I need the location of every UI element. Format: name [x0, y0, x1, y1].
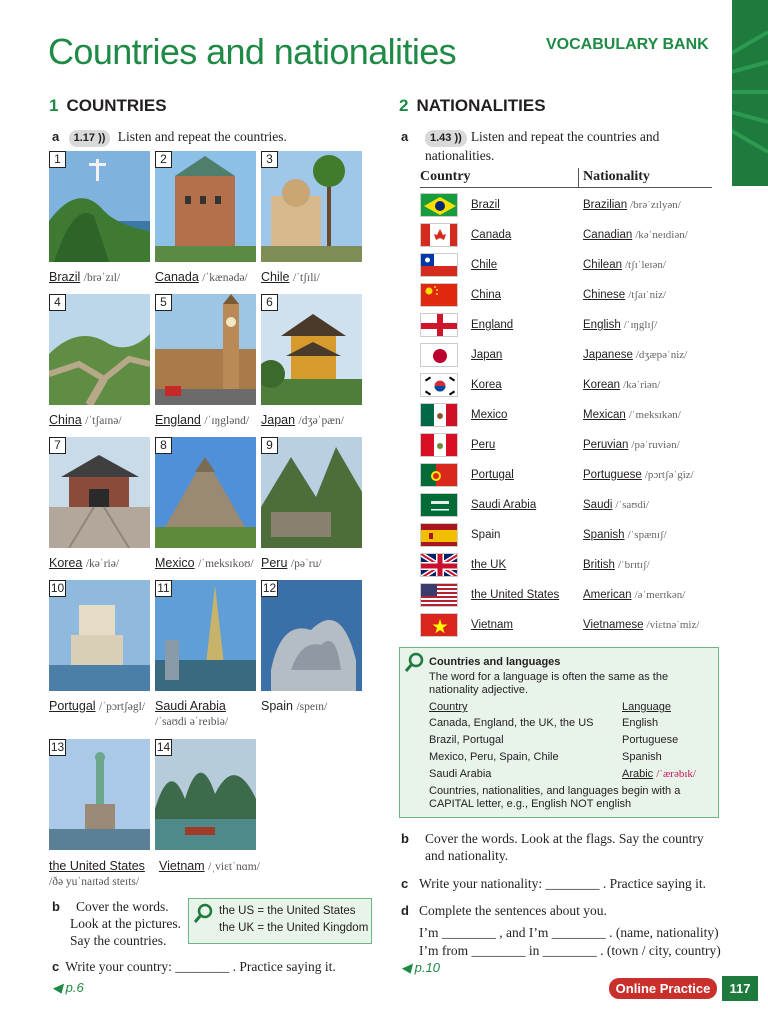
- table-nationality-cell: Mexican /ˈmeksɪkən/: [583, 409, 681, 421]
- task-text: Listen and repeat the countries and nationalities.: [425, 129, 660, 163]
- countries-and-languages-tip: [399, 647, 719, 818]
- task-letter: c: [401, 876, 409, 891]
- caption-brazil: Brazil /brəˈzɪl/: [49, 270, 121, 284]
- table-country-cell: Japan: [471, 349, 503, 361]
- photo-canada: 2: [155, 151, 256, 262]
- audio-track-badge[interactable]: 1.17 )): [69, 130, 111, 147]
- table-nationality-cell: English /ˈɪŋglɪʃ/: [583, 319, 658, 331]
- section-1-heading: [49, 96, 167, 116]
- note-line-2: the UK = the United Kingdom: [219, 922, 369, 934]
- table-nationality-cell: Peruvian /pəˈruviən/: [583, 439, 680, 451]
- page-title: Countries and nationalities: [48, 31, 457, 72]
- tip-row-language: Spanish: [622, 751, 662, 763]
- online-practice-button[interactable]: Online Practice: [609, 978, 717, 999]
- tip-header-country: Country: [429, 701, 468, 713]
- tip-header-language: Language: [622, 701, 671, 713]
- section-title: NATIONALITIES: [416, 96, 546, 115]
- flag-united-states: [420, 583, 458, 607]
- back-arrow-icon: ◀: [52, 980, 62, 995]
- table-nationality-cell: Chilean /tʃɪˈleɪən/: [583, 259, 666, 271]
- photo-china: 4: [49, 294, 150, 405]
- caption-portugal: Portugal /ˈpɔrtʃəgl/: [49, 699, 146, 713]
- flag-brazil: [420, 193, 458, 217]
- table-nationality-cell: Korean /kəˈriən/: [583, 379, 661, 391]
- photo-portugal: 10: [49, 580, 150, 691]
- table-nationality-cell: Brazilian /brəˈzɪlyən/: [583, 199, 681, 211]
- tip-row-country: Saudi Arabia: [429, 768, 492, 780]
- caption-canada: Canada /ˈkænədə/: [155, 270, 248, 284]
- photo-united-states: 13: [49, 739, 150, 850]
- table-country-cell: England: [471, 319, 514, 331]
- table-country-cell: Spain: [471, 529, 501, 541]
- task-letter: b: [52, 899, 60, 914]
- section-number: 2: [399, 96, 409, 115]
- table-country-cell: China: [471, 289, 502, 301]
- task-letter: b: [401, 831, 409, 846]
- flag-korea: [420, 373, 458, 397]
- task-text: Listen and repeat the countries.: [117, 129, 287, 144]
- tip-title: Countries and languages: [429, 656, 561, 668]
- table-country-cell: Chile: [471, 259, 498, 271]
- section-1-task-a: [52, 128, 352, 147]
- section-1-task-b: b Cover the words. Look at the pictures. Say the countries.: [52, 899, 181, 948]
- section-2-heading: [399, 96, 546, 116]
- photo-brazil: 1: [49, 151, 150, 262]
- flag-england: [420, 313, 458, 337]
- table-country-cell: Korea: [471, 379, 502, 391]
- column-divider: [578, 168, 579, 188]
- table-nationality-cell: Canadian /kəˈneɪdiən/: [583, 229, 688, 241]
- section-2-task-b: b Cover the words. Look at the flags. Say the country and nationality.: [401, 831, 704, 863]
- caption-england: England /ˈɪŋglənd/: [155, 413, 250, 427]
- tip-row-country: Mexico, Peru, Spain, Chile: [429, 751, 559, 763]
- flag-saudi-arabia: [420, 493, 458, 517]
- tip-row-language: Arabic /ˈærəbɪk/: [622, 768, 696, 780]
- magnifier-icon: [404, 652, 424, 674]
- task-letter: d: [401, 903, 409, 918]
- table-nationality-cell: Vietnamese /viɛtnəˈmiz/: [583, 619, 700, 631]
- table-country-cell: Brazil: [471, 199, 500, 211]
- table-nationality-cell: Saudi /ˈsaʊdi/: [583, 499, 649, 511]
- caption-peru: Peru /pəˈru/: [261, 556, 322, 570]
- table-nationality-cell: American /əˈmerɪkən/: [583, 589, 686, 601]
- section-number: 1: [49, 96, 59, 115]
- section-1-task-c: c Write your country: ________ . Practice saying it.: [52, 959, 336, 974]
- flag-mexico: [420, 403, 458, 427]
- flag-portugal: [420, 463, 458, 487]
- flag-japan: [420, 343, 458, 367]
- flag-canada: [420, 223, 458, 247]
- ipa-united-states: /ðə yuˈnaɪtəd steɪts/: [49, 876, 140, 888]
- caption-united-states: the United States: [49, 859, 145, 873]
- vocabulary-bank-label: VOCABULARY BANK: [546, 36, 709, 53]
- table-country-cell: Mexico: [471, 409, 508, 421]
- section-2-task-d: d Complete the sentences about you.: [401, 903, 607, 918]
- tip-footer: Countries, nationalities, and languages begin with a CAPITAL letter, e.g., English NOT english: [429, 785, 681, 810]
- ipa-saudi-arabia: /ˈsaʊdi əˈreɪbiə/: [155, 716, 229, 728]
- page-number: 117: [722, 976, 758, 1001]
- table-country-cell: Vietnam: [471, 619, 513, 631]
- section-title: COUNTRIES: [66, 96, 167, 115]
- table-country-cell: Saudi Arabia: [471, 499, 537, 511]
- table-nationality-cell: Japanese /dʒæpəˈniz/: [583, 349, 688, 361]
- table-country-cell: the UK: [471, 559, 507, 571]
- table-country-cell: Canada: [471, 229, 512, 241]
- flag-vietnam: [420, 613, 458, 637]
- tip-row-country: Brazil, Portugal: [429, 734, 504, 746]
- table-country-cell: Peru: [471, 439, 496, 451]
- back-arrow-icon: ◀: [401, 960, 411, 975]
- caption-china: China /ˈtʃaɪnə/: [49, 413, 122, 427]
- table-country-cell: Portugal: [471, 469, 514, 481]
- caption-saudi-arabia: Saudi Arabia: [155, 699, 226, 713]
- section-2-task-c: c Write your nationality: ________ . Practice saying it.: [401, 876, 707, 891]
- tip-intro: The word for a language is often the same as the nationality adjective.: [429, 671, 669, 696]
- photo-mexico: 8: [155, 437, 256, 548]
- abbreviation-note: [188, 898, 372, 944]
- table-nationality-cell: Chinese /tʃaɪˈniz/: [583, 289, 667, 301]
- photo-peru: 9: [261, 437, 362, 548]
- task-letter: c: [52, 959, 60, 974]
- sentence-line-2: I’m from ________ in ________ . (town / city, country): [419, 943, 721, 958]
- back-reference-link[interactable]: ◀ p.6: [52, 980, 84, 995]
- caption-vietnam: Vietnam /ˌviɛtˈnɑm/: [159, 859, 260, 873]
- note-line-1: the US = the United States: [219, 905, 356, 917]
- photo-saudi-arabia: 11: [155, 580, 256, 691]
- tip-row-language: English: [622, 717, 659, 729]
- photo-korea: 7: [49, 437, 150, 548]
- column-header-nationality: Nationality: [583, 169, 650, 184]
- audio-track-badge[interactable]: 1.43 )): [425, 130, 467, 147]
- tip-row-language: Portuguese: [622, 734, 679, 746]
- caption-chile: Chile /ˈtʃɪli/: [261, 270, 320, 284]
- task-letter: a: [52, 129, 60, 144]
- photo-chile: 3: [261, 151, 362, 262]
- corner-decoration: [732, 0, 768, 186]
- magnifier-icon: [193, 903, 213, 925]
- flag-spain: [420, 523, 458, 547]
- photo-japan: 6: [261, 294, 362, 405]
- tip-row-country: Canada, England, the UK, the US: [429, 717, 594, 729]
- back-reference-link[interactable]: ◀ p.10: [401, 960, 440, 975]
- task-letter: a: [401, 129, 409, 144]
- column-header-country: Country: [420, 169, 471, 184]
- caption-spain: Spain /speɪn/: [261, 699, 328, 713]
- table-country-cell: the United States: [471, 589, 560, 601]
- flag-united-kingdom: [420, 553, 458, 577]
- table-nationality-cell: Spanish /ˈspænɪʃ/: [583, 529, 667, 541]
- flag-china: [420, 283, 458, 307]
- caption-mexico: Mexico /ˈmeksɪkoʊ/: [155, 556, 254, 570]
- photo-england: 5: [155, 294, 256, 405]
- table-nationality-cell: Portuguese /pɔrtʃəˈgiz/: [583, 469, 694, 481]
- caption-japan: Japan /dʒəˈpæn/: [261, 413, 344, 427]
- photo-vietnam: 14: [155, 739, 256, 850]
- sentence-line-1: I’m ________ , and I’m ________ . (name, nationality): [419, 925, 719, 940]
- section-2-task-a: [401, 128, 701, 164]
- flag-chile: [420, 253, 458, 277]
- photo-spain: 12: [261, 580, 362, 691]
- table-divider: [420, 187, 712, 188]
- table-nationality-cell: British /ˈbrɪtɪʃ/: [583, 559, 650, 571]
- flag-peru: [420, 433, 458, 457]
- caption-korea: Korea /kəˈriə/: [49, 556, 120, 570]
